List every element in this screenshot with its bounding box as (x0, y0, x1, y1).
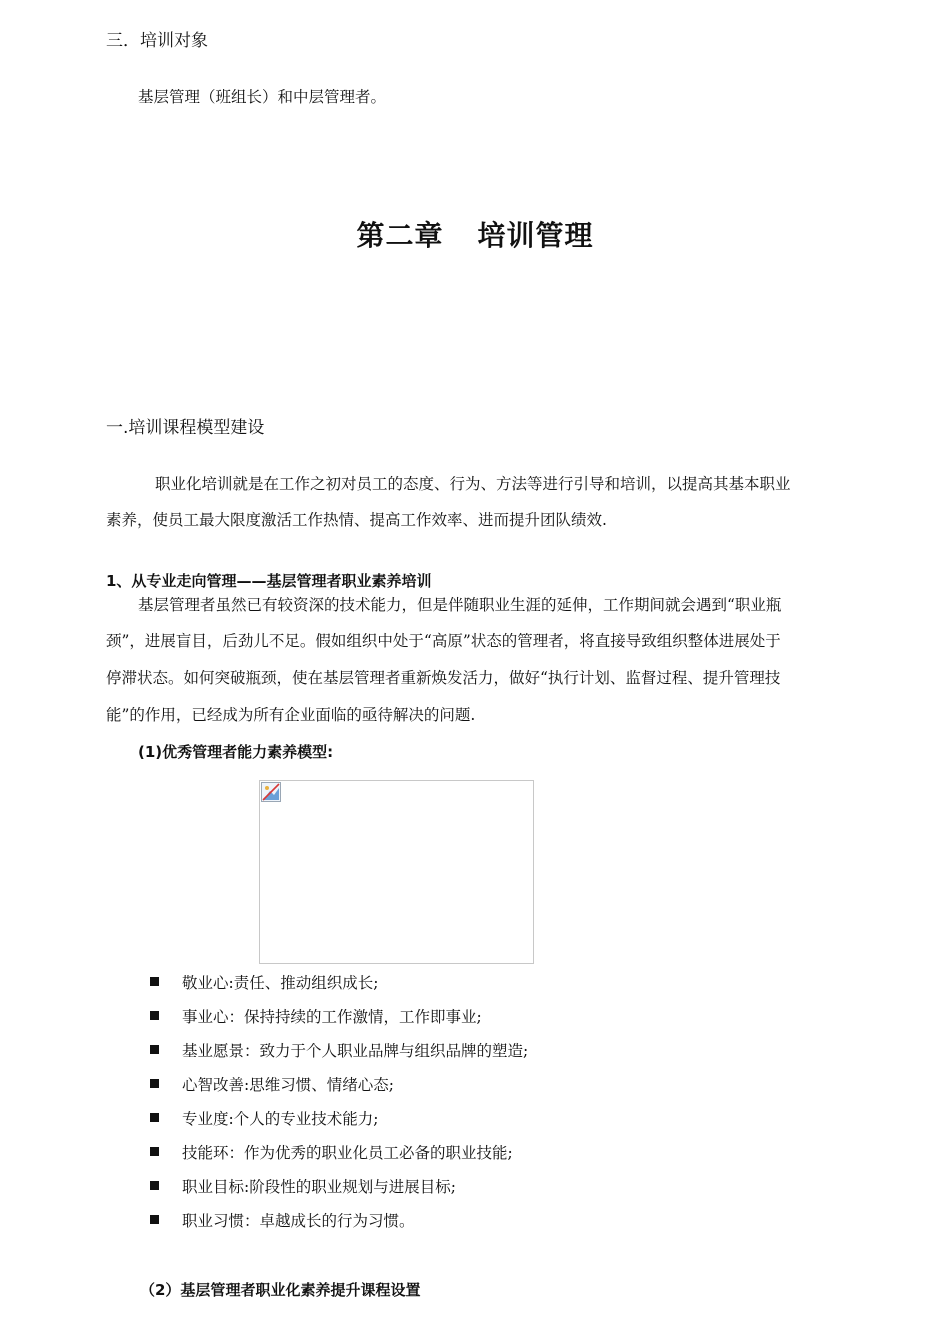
list-item-text: 技能环：作为优秀的职业化员工必备的职业技能; (182, 1144, 513, 1162)
list-item (150, 1006, 482, 1028)
list-item-text: 基业愿景：致力于个人职业品牌与组织品牌的塑造; (182, 1042, 529, 1060)
paragraph-line-2: 颈”，进展盲目，后劲儿不足。假如组织中处于“高原”状态的管理者，将直接导致组织整体进展处于 (106, 632, 781, 650)
paragraph-line-1: 基层管理者虽然已有较资深的技术能力，但是伴随职业生涯的延伸，工作期间就会遇到“职业瓶 (138, 596, 782, 614)
section-heading-training-target: 三．培训对象 (106, 31, 208, 51)
model-title: (1)优秀管理者能力素养模型: (138, 743, 334, 761)
bullet-square-icon (150, 1215, 159, 1224)
list-item-text: 事业心：保持持续的工作激情，工作即事业; (182, 1008, 482, 1026)
course-setup-title: （2）基层管理者职业化素养提升课程设置 (140, 1281, 421, 1299)
paragraph-line-3: 停滞状态。如何突破瓶颈，使在基层管理者重新焕发活力，做好“执行计划、监督过程、提升管理技 (106, 669, 781, 687)
intro-paragraph-line-1: 职业化培训就是在工作之初对员工的态度、行为、方法等进行引导和培训，以提高其基本职业 (155, 475, 791, 493)
chapter-name: 培训管理 (477, 219, 594, 252)
subsection-heading: 1、从专业走向管理——基层管理者职业素养培训 (106, 572, 432, 590)
bullet-square-icon (150, 1011, 159, 1020)
section-heading-course-model: 一.培训课程模型建设 (106, 418, 265, 438)
chapter-title (0, 214, 950, 254)
chapter-number: 第二章 (356, 219, 444, 252)
list-item-text: 职业习惯：卓越成长的行为习惯。 (182, 1212, 415, 1230)
list-item (150, 1108, 378, 1130)
bullet-square-icon (150, 1147, 159, 1156)
intro-paragraph-line-2: 素养，使员工最大限度激活工作热情、提高工作效率、进而提升团队绩效. (106, 511, 607, 529)
broken-image-icon (261, 782, 281, 802)
list-item-text: 专业度:个人的专业技术能力; (182, 1110, 379, 1128)
list-item (150, 1176, 456, 1198)
list-item (150, 1040, 528, 1062)
bullet-square-icon (150, 1113, 159, 1122)
list-item (150, 1210, 415, 1232)
paragraph-line-4: 能”的作用，已经成为所有企业面临的亟待解决的问题. (106, 706, 476, 724)
bullet-square-icon (150, 1181, 159, 1190)
list-item (150, 1074, 394, 1096)
bullet-square-icon (150, 1045, 159, 1054)
list-item-text: 心智改善:思维习惯、情绪心态; (182, 1076, 394, 1094)
list-item-text: 敬业心:责任、推动组织成长; (182, 974, 379, 992)
model-image-placeholder (259, 780, 534, 964)
list-item-text: 职业目标:阶段性的职业规划与进展目标; (182, 1178, 456, 1196)
bullet-square-icon (150, 1079, 159, 1088)
list-item (150, 1142, 513, 1164)
bullet-square-icon (150, 977, 159, 986)
training-target-text: 基层管理（班组长）和中层管理者。 (138, 88, 387, 106)
list-item (150, 972, 378, 994)
